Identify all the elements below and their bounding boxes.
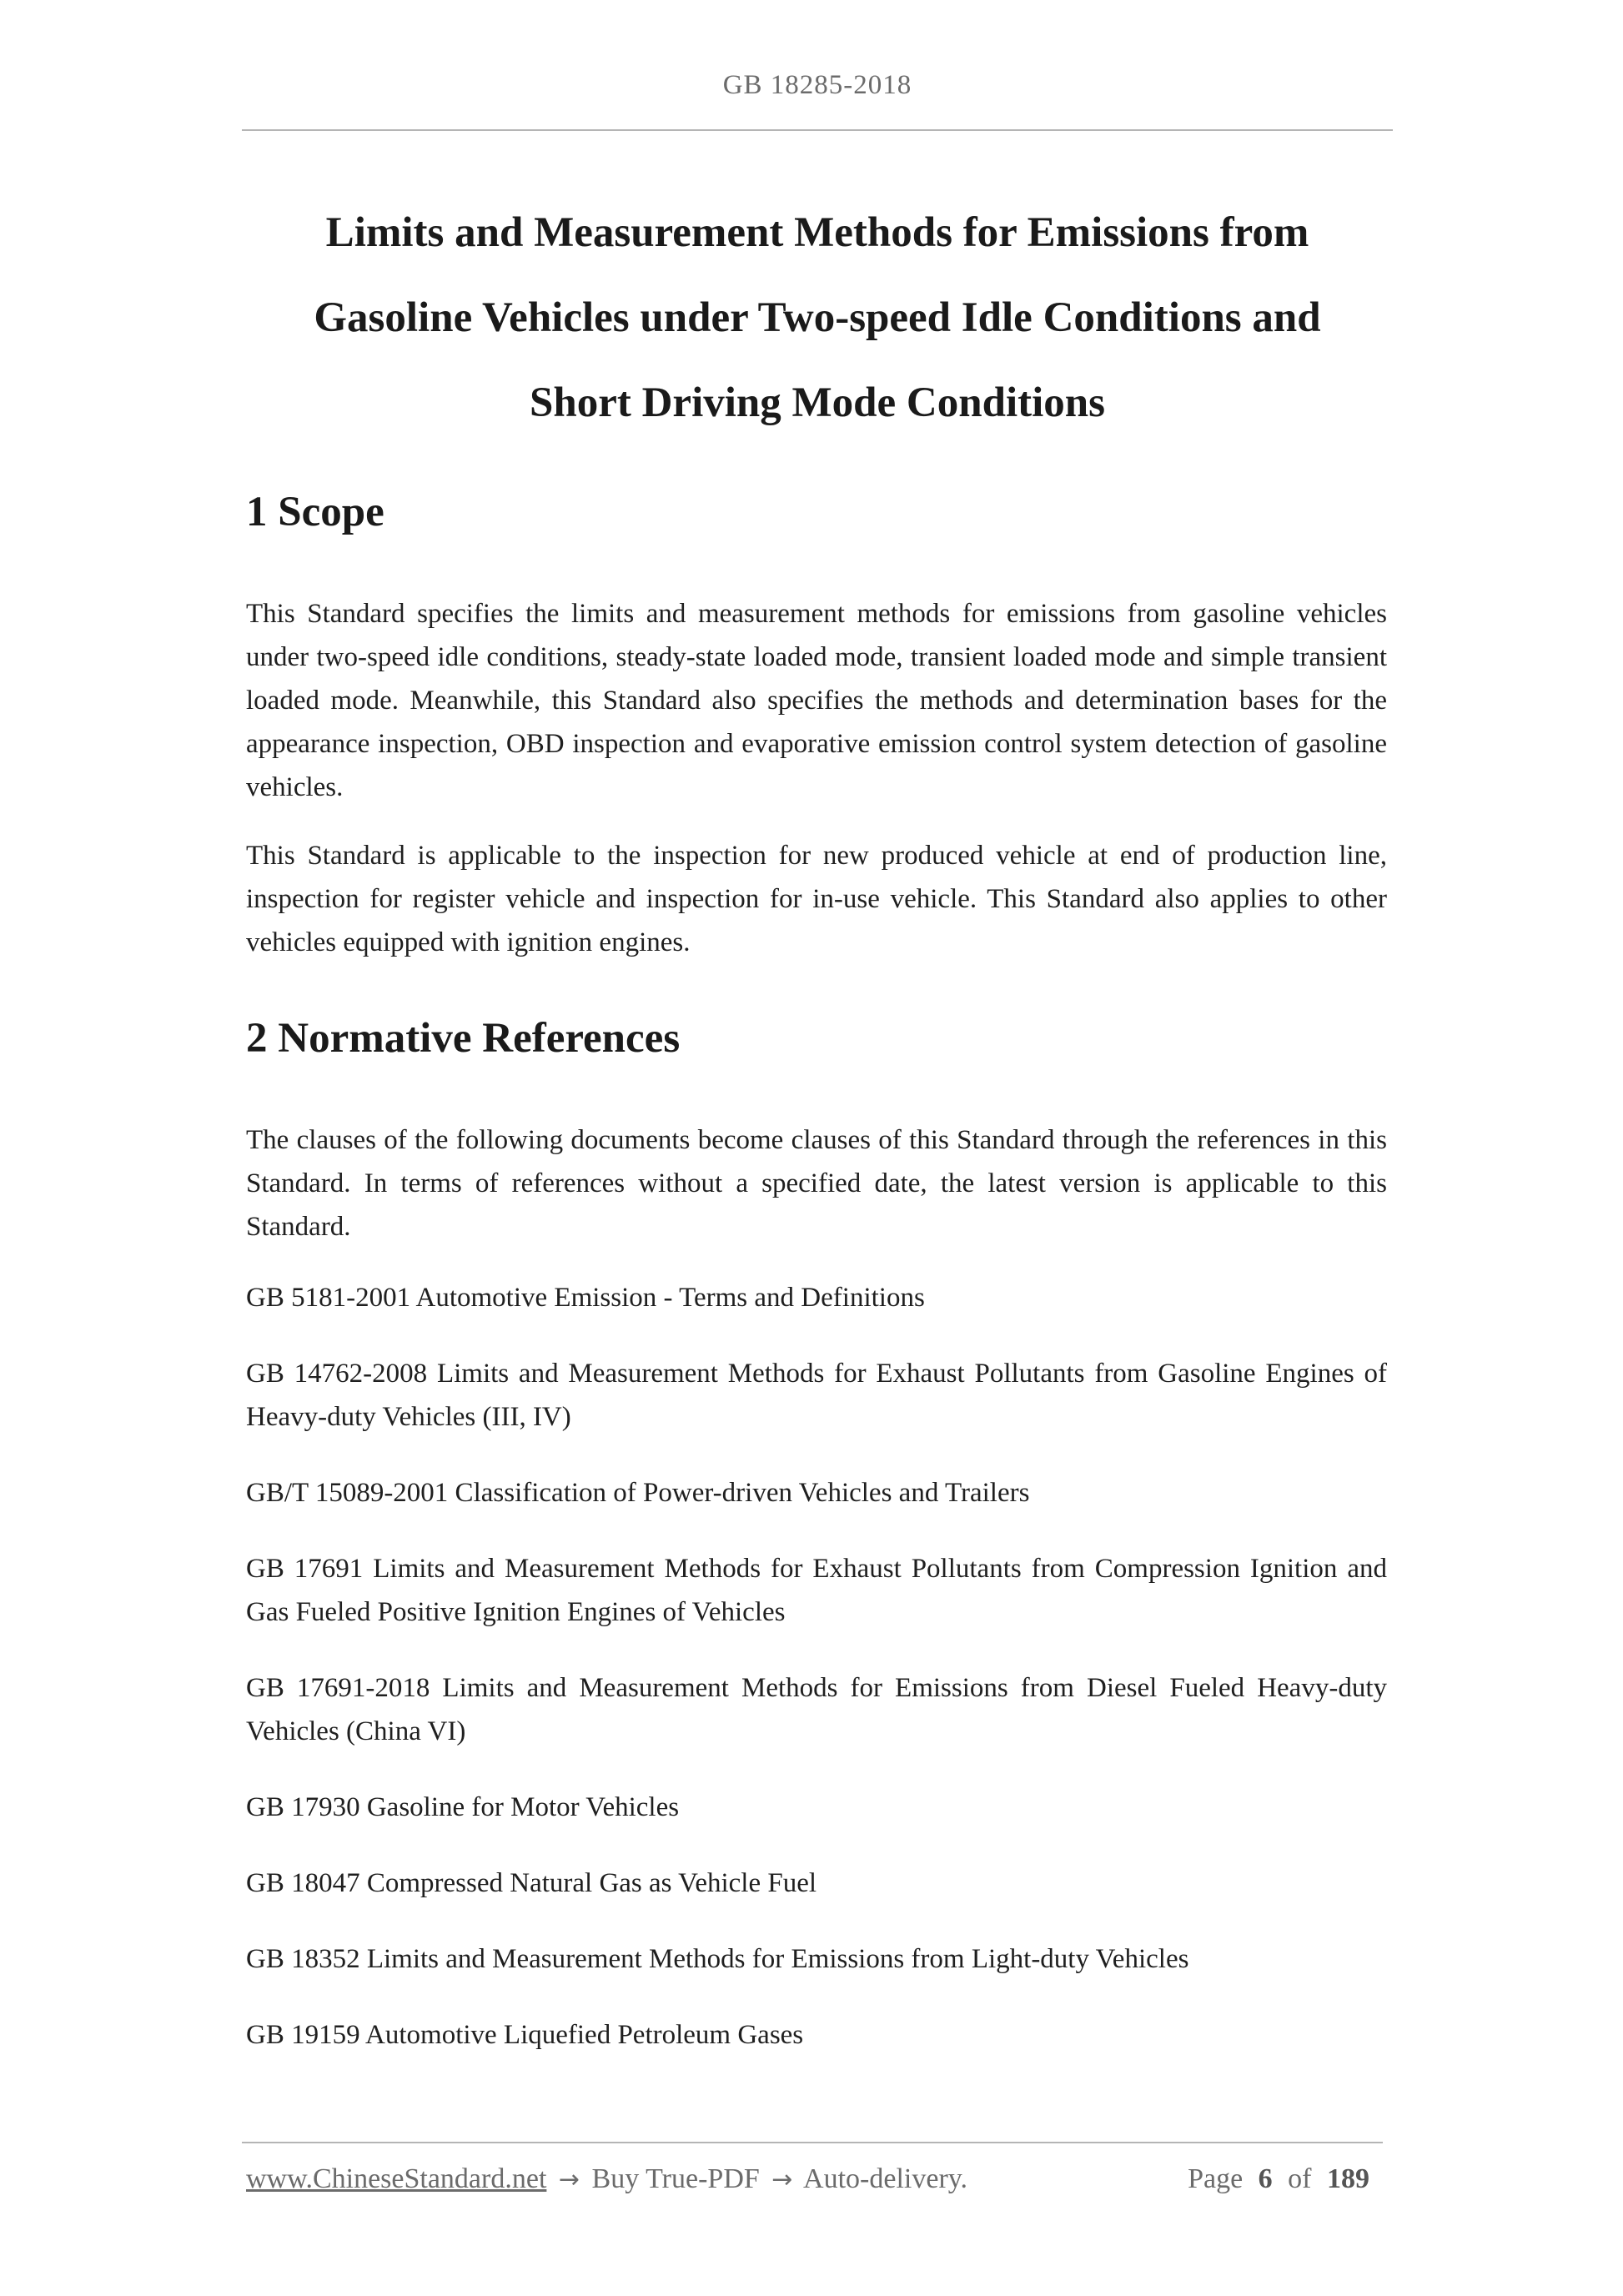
auto-delivery-text: Auto-delivery. <box>803 2163 968 2194</box>
reference-item: GB 18047 Compressed Natural Gas as Vehicle Fuel <box>246 1868 817 1898</box>
reference-item: GB 19159 Automotive Liquefied Petroleum Gases <box>246 2020 804 2050</box>
of-label: of <box>1288 2163 1312 2194</box>
reference-item: GB 5181-2001 Automotive Emission - Terms and Definitions <box>246 1283 925 1313</box>
footer-promo <box>246 2163 967 2195</box>
header-doc-code: GB 18285-2018 <box>722 70 912 100</box>
reference-item: GB 17930 Gasoline for Motor Vehicles <box>246 1792 680 1822</box>
title-line-2: Gasoline Vehicles under Two-speed Idle Conditions and <box>314 294 1321 341</box>
reference-item: GB 18352 Limits and Measurement Methods for Emissions from Light-duty Vehicles <box>246 1944 1189 1974</box>
page-indicator <box>1188 2163 1378 2195</box>
total-page-count: 189 <box>1327 2163 1369 2194</box>
page-label: Page <box>1188 2163 1244 2194</box>
chinesestandard-link[interactable]: www.ChineseStandard.net <box>246 2163 547 2194</box>
buy-true-pdf-text: Buy True-PDF <box>591 2163 760 2194</box>
arrow-right-icon: → <box>558 2165 580 2194</box>
title-line-1: Limits and Measurement Methods for Emissions from <box>325 209 1309 256</box>
footer-divider <box>242 2142 1383 2143</box>
reference-item: GB/T 15089-2001 Classification of Power-driven Vehicles and Trailers <box>246 1478 1030 1508</box>
current-page-number: 6 <box>1258 2163 1273 2194</box>
header-divider <box>242 129 1393 131</box>
reference-item: GB 14762-2008 Limits and Measurement Methods for Exhaust Pollutants from Gasoline Engines of Heavy-duty Vehicles (III, IV) <box>246 1359 1387 1432</box>
scope-paragraph-2: This Standard is applicable to the inspection for new produced vehicle at end of production line, inspection for register vehicle and inspection for in-use vehicle. This Standard also applies to other vehicles equipped with ignition engines. <box>246 841 1387 957</box>
document-title <box>242 190 1393 445</box>
reference-item: GB 17691 Limits and Measurement Methods for Exhaust Pollutants from Compression Ignition and Gas Fueled Positive Ignition Engines of Vehicles <box>246 1554 1387 1627</box>
section-heading-normative-references: 2 Normative References <box>246 1015 681 1062</box>
references-intro-paragraph: The clauses of the following documents become clauses of this Standard through the references in this Standard. In terms of references without a specified date, the latest version is applicable to this Standard. <box>246 1125 1387 1242</box>
reference-item: GB 17691-2018 Limits and Measurement Methods for Emissions from Diesel Fueled Heavy-duty Vehicles (China VI) <box>246 1673 1387 1746</box>
section-heading-scope: 1 Scope <box>246 489 384 535</box>
scope-paragraph-1: This Standard specifies the limits and measurement methods for emissions from gasoline vehicles under two-speed idle conditions, steady-state loaded mode, transient loaded mode and simple transient loaded mode. Meanwhile, this Standard also specifies the methods and determination bases for the appearance inspection, OBD inspection and evaporative emission control system detection of gasoline vehicles. <box>246 599 1387 802</box>
arrow-right-icon: → <box>771 2165 793 2194</box>
title-line-3: Short Driving Mode Conditions <box>530 379 1105 426</box>
